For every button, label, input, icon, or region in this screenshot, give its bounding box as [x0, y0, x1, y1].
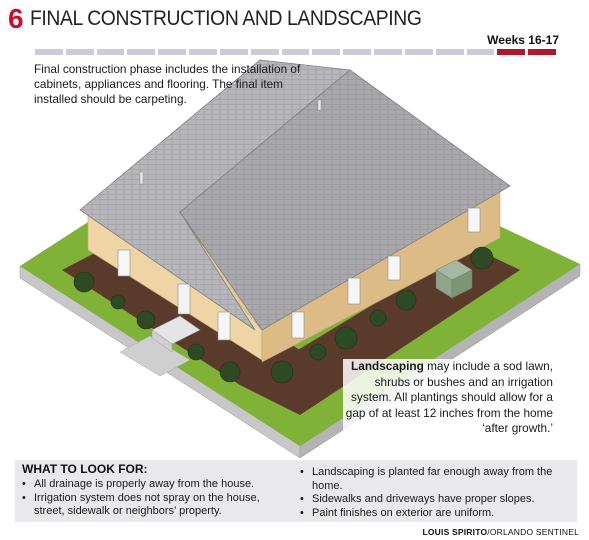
front-door: [178, 284, 190, 314]
landscaping-lead: Landscaping: [351, 359, 424, 373]
landscaping-note: [343, 359, 553, 437]
credit-org: /ORLANDO SENTINEL: [487, 527, 579, 537]
checklist-right: [300, 466, 572, 520]
checklist-left: [22, 478, 290, 519]
credit-name: LOUIS SPIRITO: [422, 527, 488, 537]
roof-vent: [318, 100, 321, 110]
intro-text: Final construction phase includes the installation of cabinets, appliances and flooring. The final item installed should be carpeting.: [34, 62, 301, 106]
page-title: FINAL CONSTRUCTION AND LANDSCAPING: [29, 7, 422, 30]
roof-vent: [140, 172, 143, 184]
step-number: 6: [8, 3, 24, 34]
checklist-item: • Irrigation system does not spray on the house, street, sidewalk or neighbors’ property.: [22, 492, 290, 519]
credit-line: [422, 527, 579, 537]
checklist-title: WHAT TO LOOK FOR:: [22, 462, 148, 476]
checklist-item: • Paint finishes on exterior are uniform.: [300, 507, 572, 521]
checklist-item: • Landscaping is planted far enough away from the home.: [300, 466, 572, 493]
landscaping-text: may include a sod lawn, shrubs or bushes and an irrigation system. All plantings should allow for a gap of at least 12 inches from the home ‘after growth.’: [345, 359, 553, 435]
checklist-item: • Sidewalks and driveways have proper slopes.: [300, 493, 572, 507]
weeks-label: Weeks 16-17: [487, 33, 559, 47]
checklist-item: • All drainage is properly away from the house.: [22, 478, 290, 492]
